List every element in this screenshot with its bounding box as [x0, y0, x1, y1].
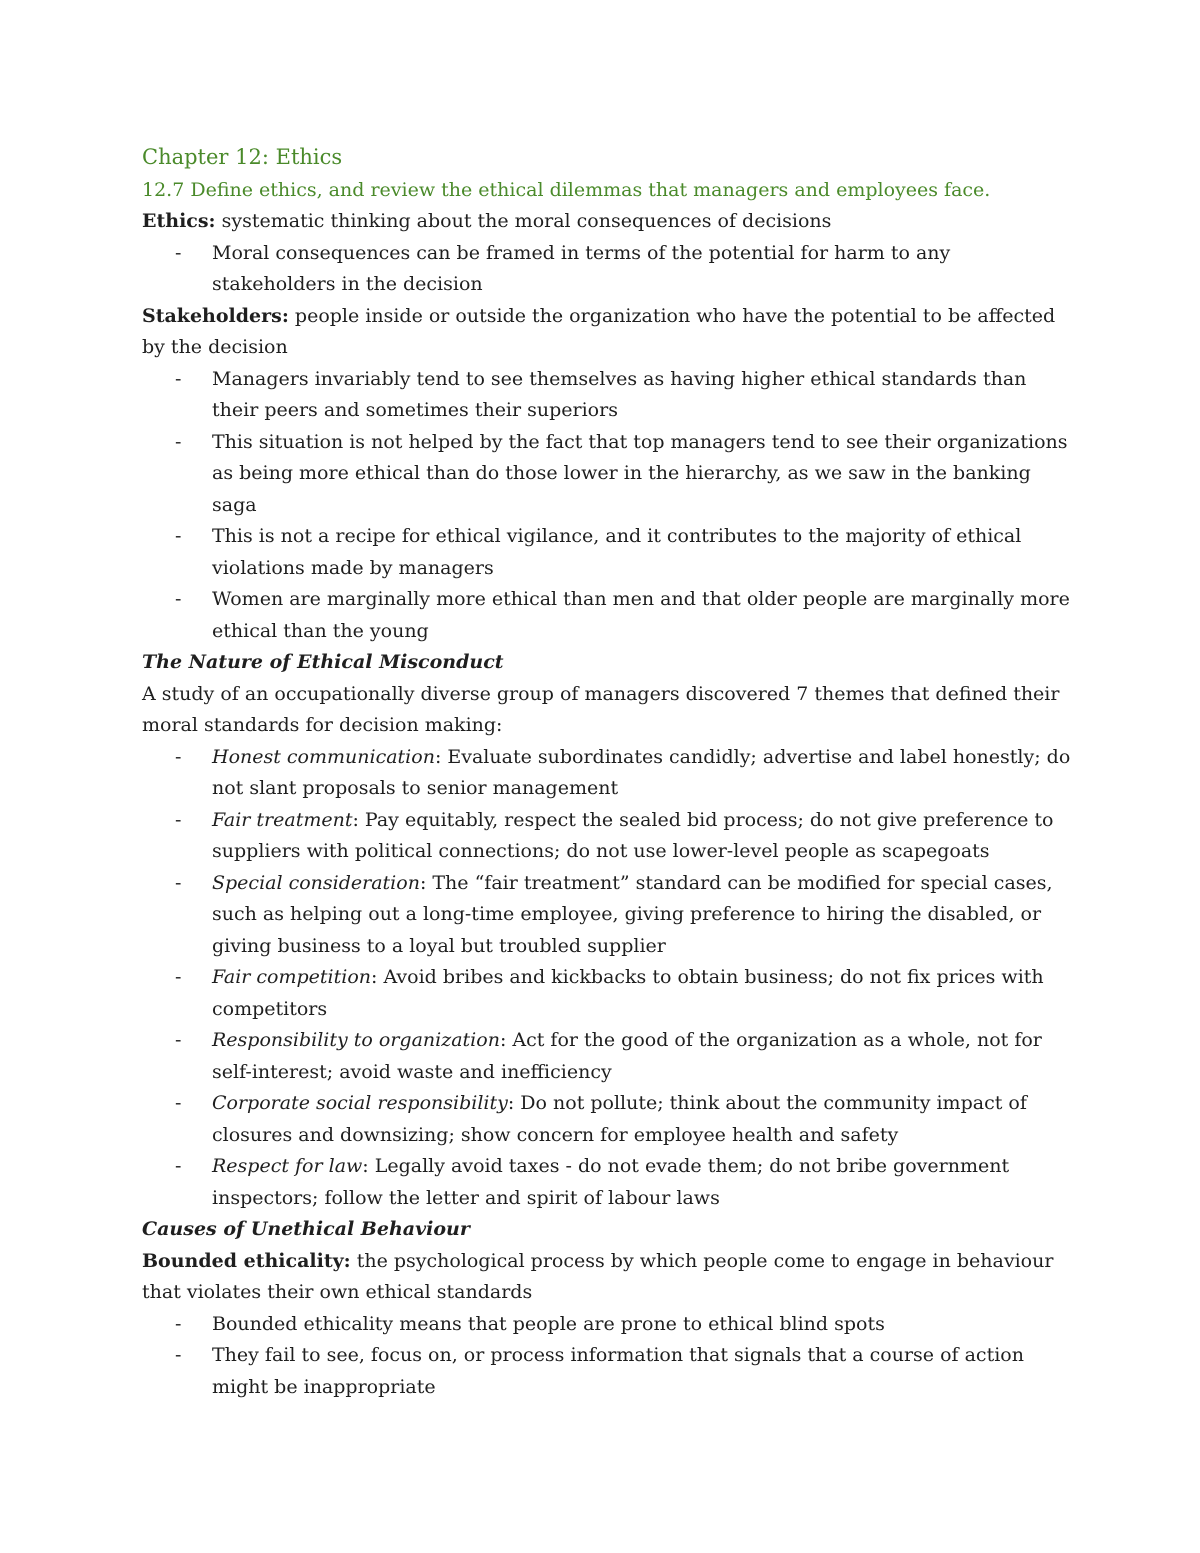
dash-marker: - — [175, 1155, 182, 1177]
dash-marker: - — [175, 1344, 182, 1366]
list-item — [142, 1088, 1072, 1151]
list-item — [142, 962, 1072, 1025]
dash-marker: - — [175, 430, 182, 453]
bullet-text: Women are marginally more ethical than men and that older people are marginally more ethical than the young — [212, 588, 1070, 642]
theme-name: Fair competition — [212, 966, 372, 988]
stakeholders-definition — [142, 301, 1072, 364]
bullet-text: They fail to see, focus on, or process information that signals that a course of action might be inappropriate — [212, 1344, 1024, 1398]
definition-text: people inside or outside the organization who have the potential to be affected by the decision — [142, 304, 1056, 358]
theme-text: : Avoid bribes and kickbacks to obtain business; do not fix prices with competitors — [212, 966, 1044, 1020]
definition-text: the psychological process by which people come to engage in behaviour that violates their own ethical standards — [142, 1249, 1054, 1303]
bullet-text: Moral consequences can be framed in terms of the potential for harm to any stakeholders in the decision — [212, 241, 951, 295]
chapter-title: Chapter 12: Ethics — [142, 145, 343, 169]
list-item — [142, 364, 1072, 427]
theme-text: : Pay equitably, respect the sealed bid process; do not give preference to suppliers with political connections; do not use lower-level people as scapegoats — [212, 808, 1054, 862]
section-heading: The Nature of Ethical Misconduct — [142, 651, 504, 673]
bullet-text: This situation is not helped by the fact that top managers tend to see their organizations as being more ethical than do those lower in the hierarchy, as we saw in the banking saga — [212, 430, 1068, 516]
bullet-text: Managers invariably tend to see themselves as having higher ethical standards than their peers and sometimes their superiors — [212, 367, 1027, 421]
dash-marker: - — [175, 588, 182, 610]
document-page — [142, 140, 1072, 1403]
list-item — [142, 868, 1072, 963]
theme-text: : Evaluate subordinates candidly; advertise and label honestly; do not slant proposals to senior management — [212, 745, 1071, 799]
causes-bullet-list — [142, 1309, 1072, 1404]
list-item — [142, 238, 1072, 301]
theme-name: Special consideration — [212, 871, 420, 894]
theme-name: Respect for law — [212, 1155, 363, 1177]
dash-marker: - — [175, 367, 182, 390]
list-item — [142, 584, 1072, 647]
definition-term: Stakeholders: — [142, 304, 289, 327]
dash-marker: - — [175, 1312, 182, 1335]
themes-list — [142, 742, 1072, 1215]
list-item — [142, 1309, 1072, 1341]
bullet-text: This is not a recipe for ethical vigilance, and it contributes to the majority of ethical violations made by managers — [212, 525, 1022, 579]
dash-marker: - — [175, 966, 182, 988]
definition-term: Ethics: — [142, 210, 216, 232]
dash-marker: - — [175, 241, 182, 264]
list-item — [142, 521, 1072, 584]
definition-text: systematic thinking about the moral consequences of decisions — [215, 210, 832, 232]
theme-text: : Legally avoid taxes - do not evade them; do not bribe government inspectors; follow the letter and spirit of labour laws — [212, 1155, 1010, 1209]
dash-marker: - — [175, 1029, 182, 1051]
section-heading: Causes of Unethical Behaviour — [142, 1218, 470, 1240]
list-item — [142, 742, 1072, 805]
theme-text: : Do not pollute; think about the community impact of closures and downsizing; show concern for employee health and safety — [212, 1092, 1027, 1146]
ethics-definition — [142, 206, 1072, 238]
learning-objective: 12.7 Define ethics, and review the ethical dilemmas that managers and employees face. — [142, 179, 991, 201]
bullet-text: Bounded ethicality means that people are prone to ethical blind spots — [212, 1312, 885, 1335]
section-intro: A study of an occupationally diverse group of managers discovered 7 themes that defined their moral standards for decision making: — [142, 682, 1060, 736]
list-item — [142, 1340, 1072, 1403]
list-item — [142, 1151, 1072, 1214]
theme-name: Corporate social responsibility — [212, 1092, 508, 1114]
dash-marker: - — [175, 745, 182, 768]
list-item — [142, 427, 1072, 522]
stakeholders-bullet-list — [142, 364, 1072, 648]
theme-name: Honest communication — [212, 745, 435, 768]
dash-marker: - — [175, 808, 182, 831]
bounded-ethicality-definition — [142, 1246, 1072, 1309]
theme-name: Fair treatment — [212, 808, 353, 831]
theme-name: Responsibility to organization — [212, 1029, 500, 1051]
dash-marker: - — [175, 871, 182, 894]
list-item — [142, 1025, 1072, 1088]
theme-text: : Act for the good of the organization as a whole, not for self-interest; avoid waste and inefficiency — [212, 1029, 1042, 1083]
definition-term: Bounded ethicality: — [142, 1249, 351, 1272]
ethics-bullet-list — [142, 238, 1072, 301]
list-item — [142, 805, 1072, 868]
theme-text: : The “fair treatment” standard can be modified for special cases, such as helping out a long-time employee, giving preference to hiring the disabled, or giving business to a loyal but troubled supplier — [212, 871, 1053, 957]
dash-marker: - — [175, 1092, 182, 1114]
dash-marker: - — [175, 525, 182, 547]
